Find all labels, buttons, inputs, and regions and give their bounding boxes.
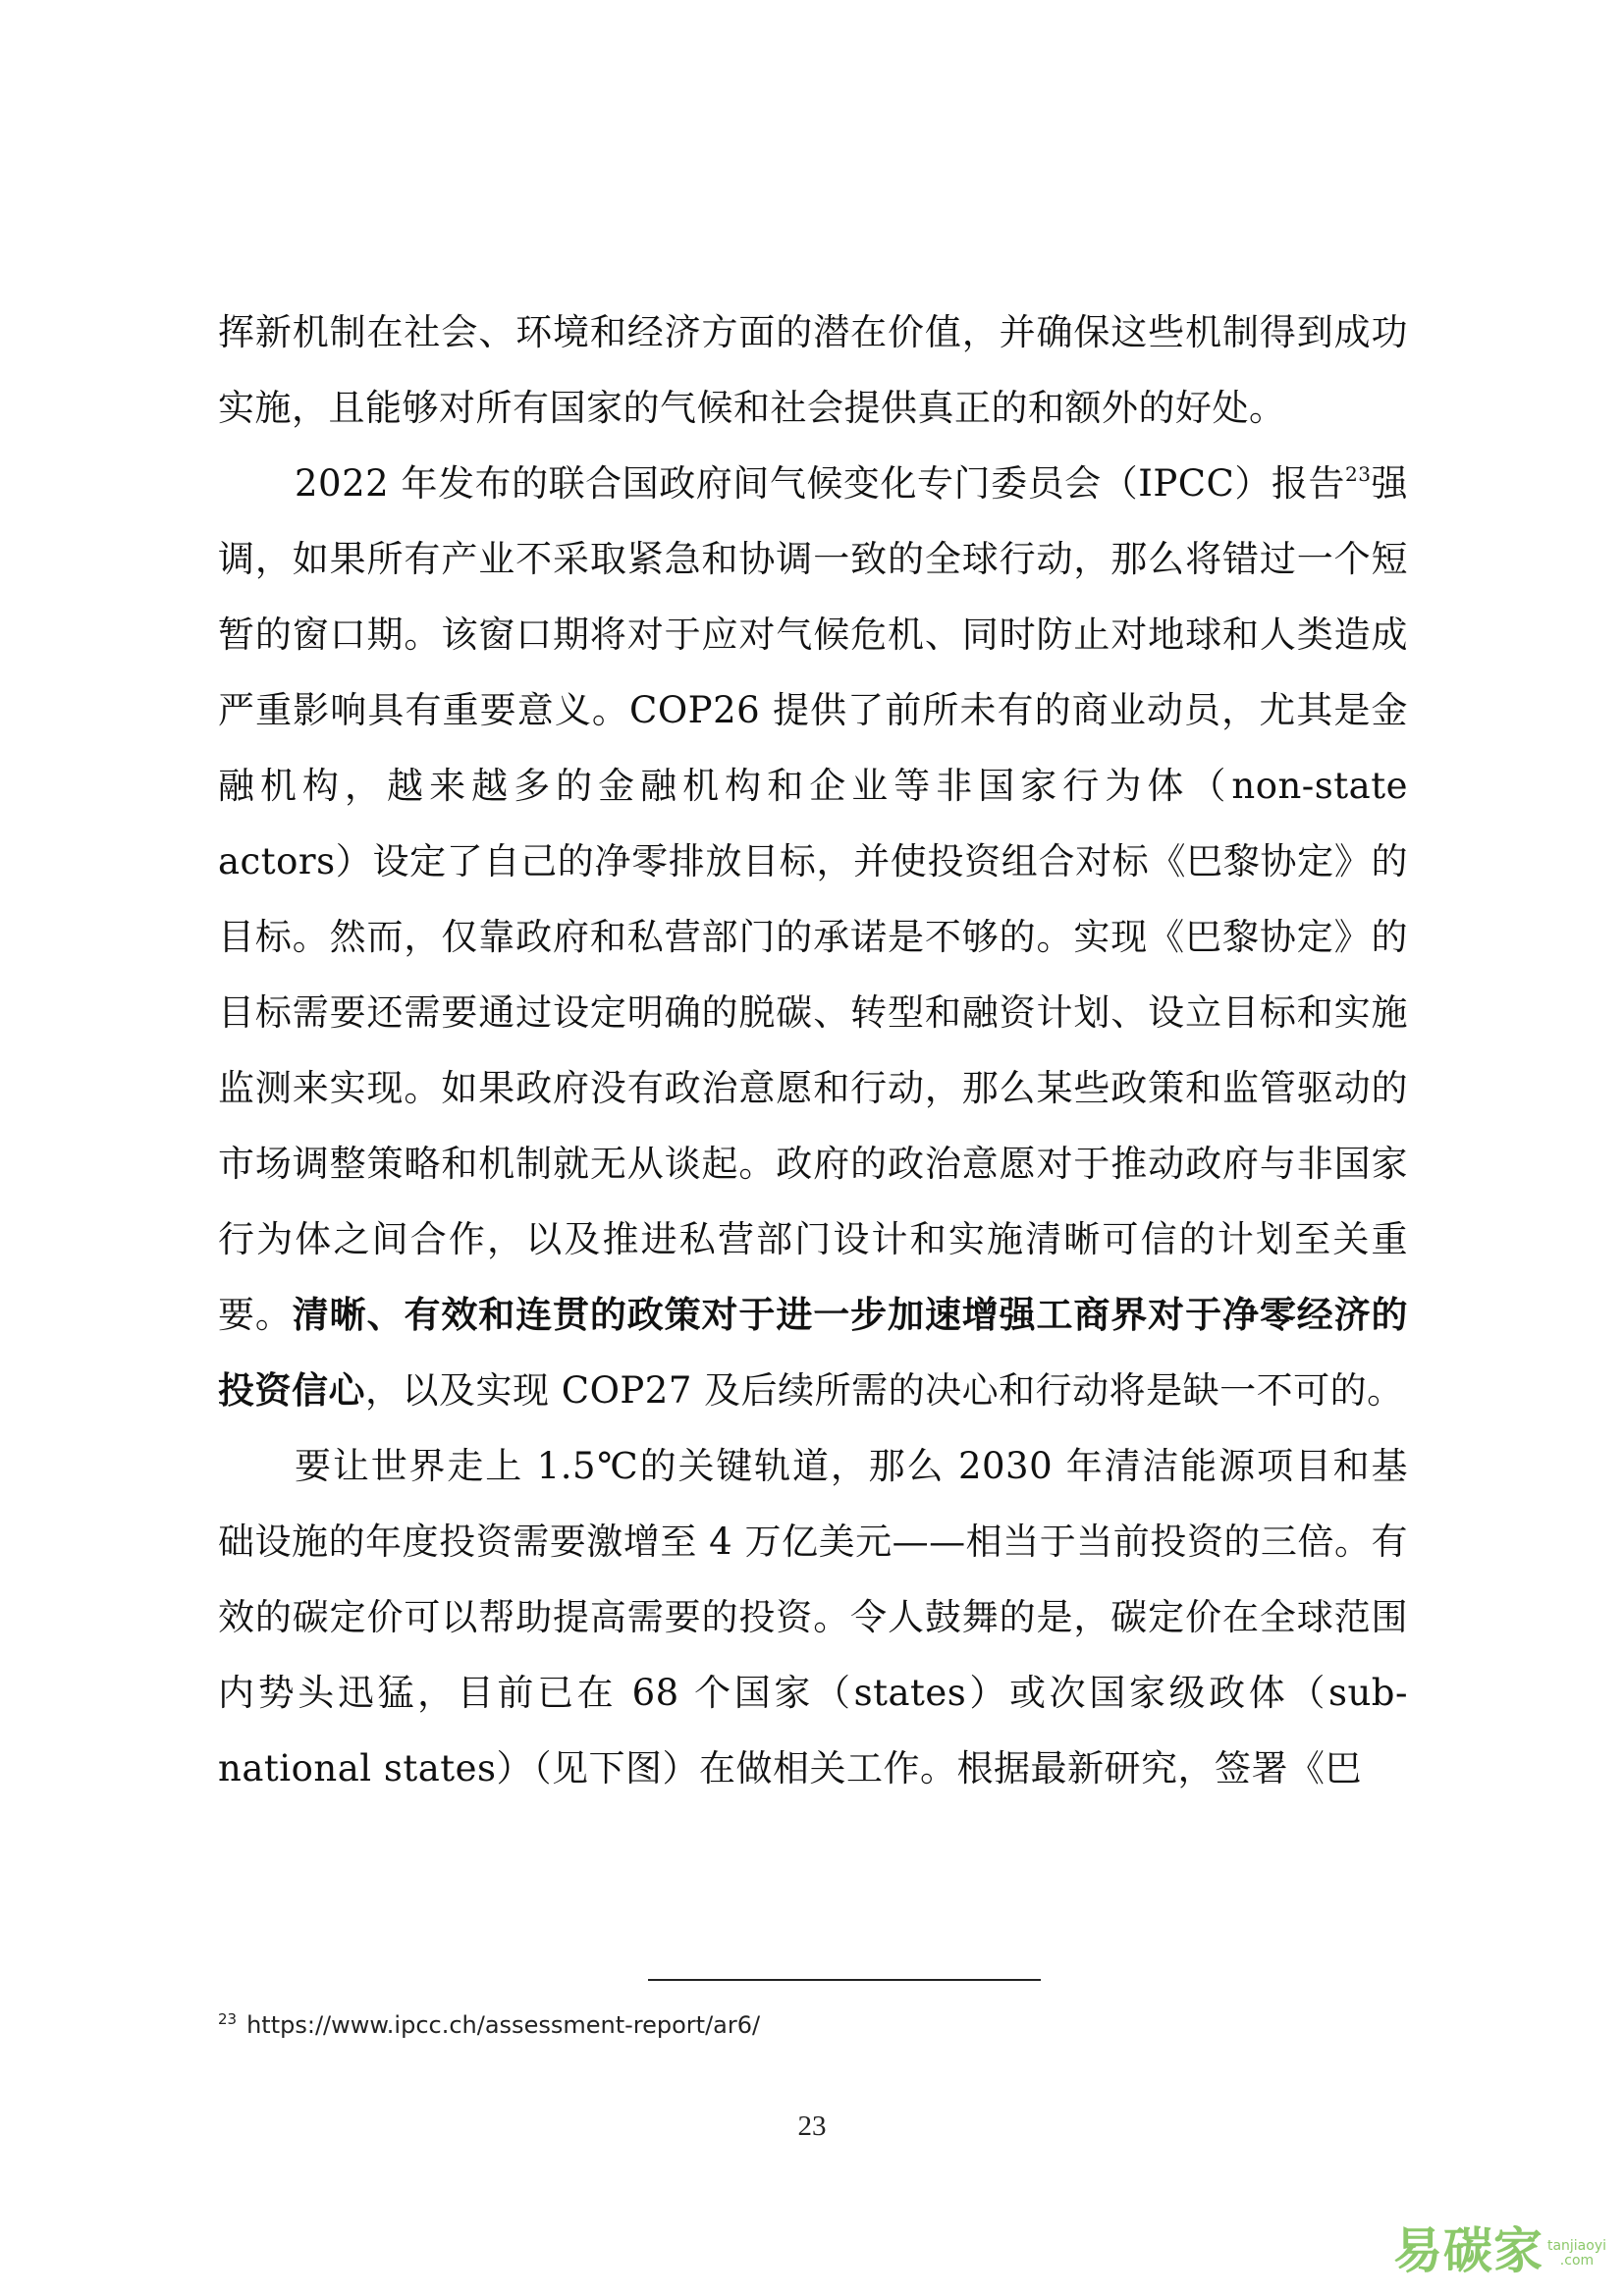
paragraph-3: 要让世界走上 1.5℃的关键轨道，那么 2030 年清洁能源项目和基础设施的年度投资需要激增至 4 万亿美元——相当于当前投资的三倍。有效的碳定价可以帮助提高需要的投资。令人鼓舞的是，碳定价在全球范围内势头迅猛，目前已在 68 个国家（states）或次国家级政体（sub-national states）（见下图）在做相关工作。根据最新研究，签署《巴	[218, 1445, 1408, 1789]
footnote-url[interactable]: https://www.ipcc.ch/assessment-report/ar6/	[246, 2011, 761, 2039]
footnote-separator	[648, 1979, 1041, 1981]
paragraph-2-part-b: 强调，如果所有产业不采取紧急和协调一致的全球行动，那么将错过一个短暂的窗口期。该窗口期将对于应对气候危机、同时防止对地球和人类造成严重影响具有重要意义。COP26 提供了前所未有的商业动员，尤其是金融机构，越来越多的金融机构和企业等非国家行为体（non-state actors）设定了自己的净零排放目标，并使投资组合对标《巴黎协定》的目标。然而，仅靠政府和私营部门的承诺是不够的。实现《巴黎协定》的目标需要还需要通过设定明确的脱碳、转型和融资计划、设立目标和实施监测来实现。如果政府没有政治意愿和行动，那么某些政策和监管驱动的市场调整策略和机制就无从谈起。政府的政治意愿对于推动政府与非国家行为体之间合作，以及推进私营部门设计和实施清晰可信的计划至关重要。	[218, 462, 1408, 1336]
footnote-number: 23	[218, 2010, 238, 2028]
watermark-domain	[1547, 2239, 1606, 2269]
body-text	[218, 294, 1408, 1806]
footnote-reference: 23	[1345, 461, 1372, 486]
paragraph-1: 挥新机制在社会、环境和经济方面的潜在价值，并确保这些机制得到成功实施，且能够对所有国家的气候和社会提供真正的和额外的好处。	[218, 311, 1408, 429]
watermark-text: 易碳家	[1392, 2222, 1543, 2279]
watermark-domain-line-1: tanjiaoyi	[1546, 2238, 1606, 2254]
watermark-logo	[1393, 2223, 1606, 2282]
page-number: 23	[797, 2110, 827, 2142]
paragraph-2	[218, 446, 1408, 1428]
watermark-domain-line-2: .com	[1559, 2253, 1595, 2269]
footnote	[218, 2002, 1200, 2042]
paragraph-2-bold-emphasis: 清晰、有效和连贯的政策对于进一步加速增强工商界对于净零经济的投资信心	[218, 1294, 1409, 1412]
paragraph-2-part-c: ，以及实现 COP27 及后续所需的决心和行动将是缺一不可的。	[365, 1369, 1404, 1412]
paragraph-2-part-a: 2022 年发布的联合国政府间气候变化专门委员会（IPCC）报告	[295, 462, 1345, 505]
